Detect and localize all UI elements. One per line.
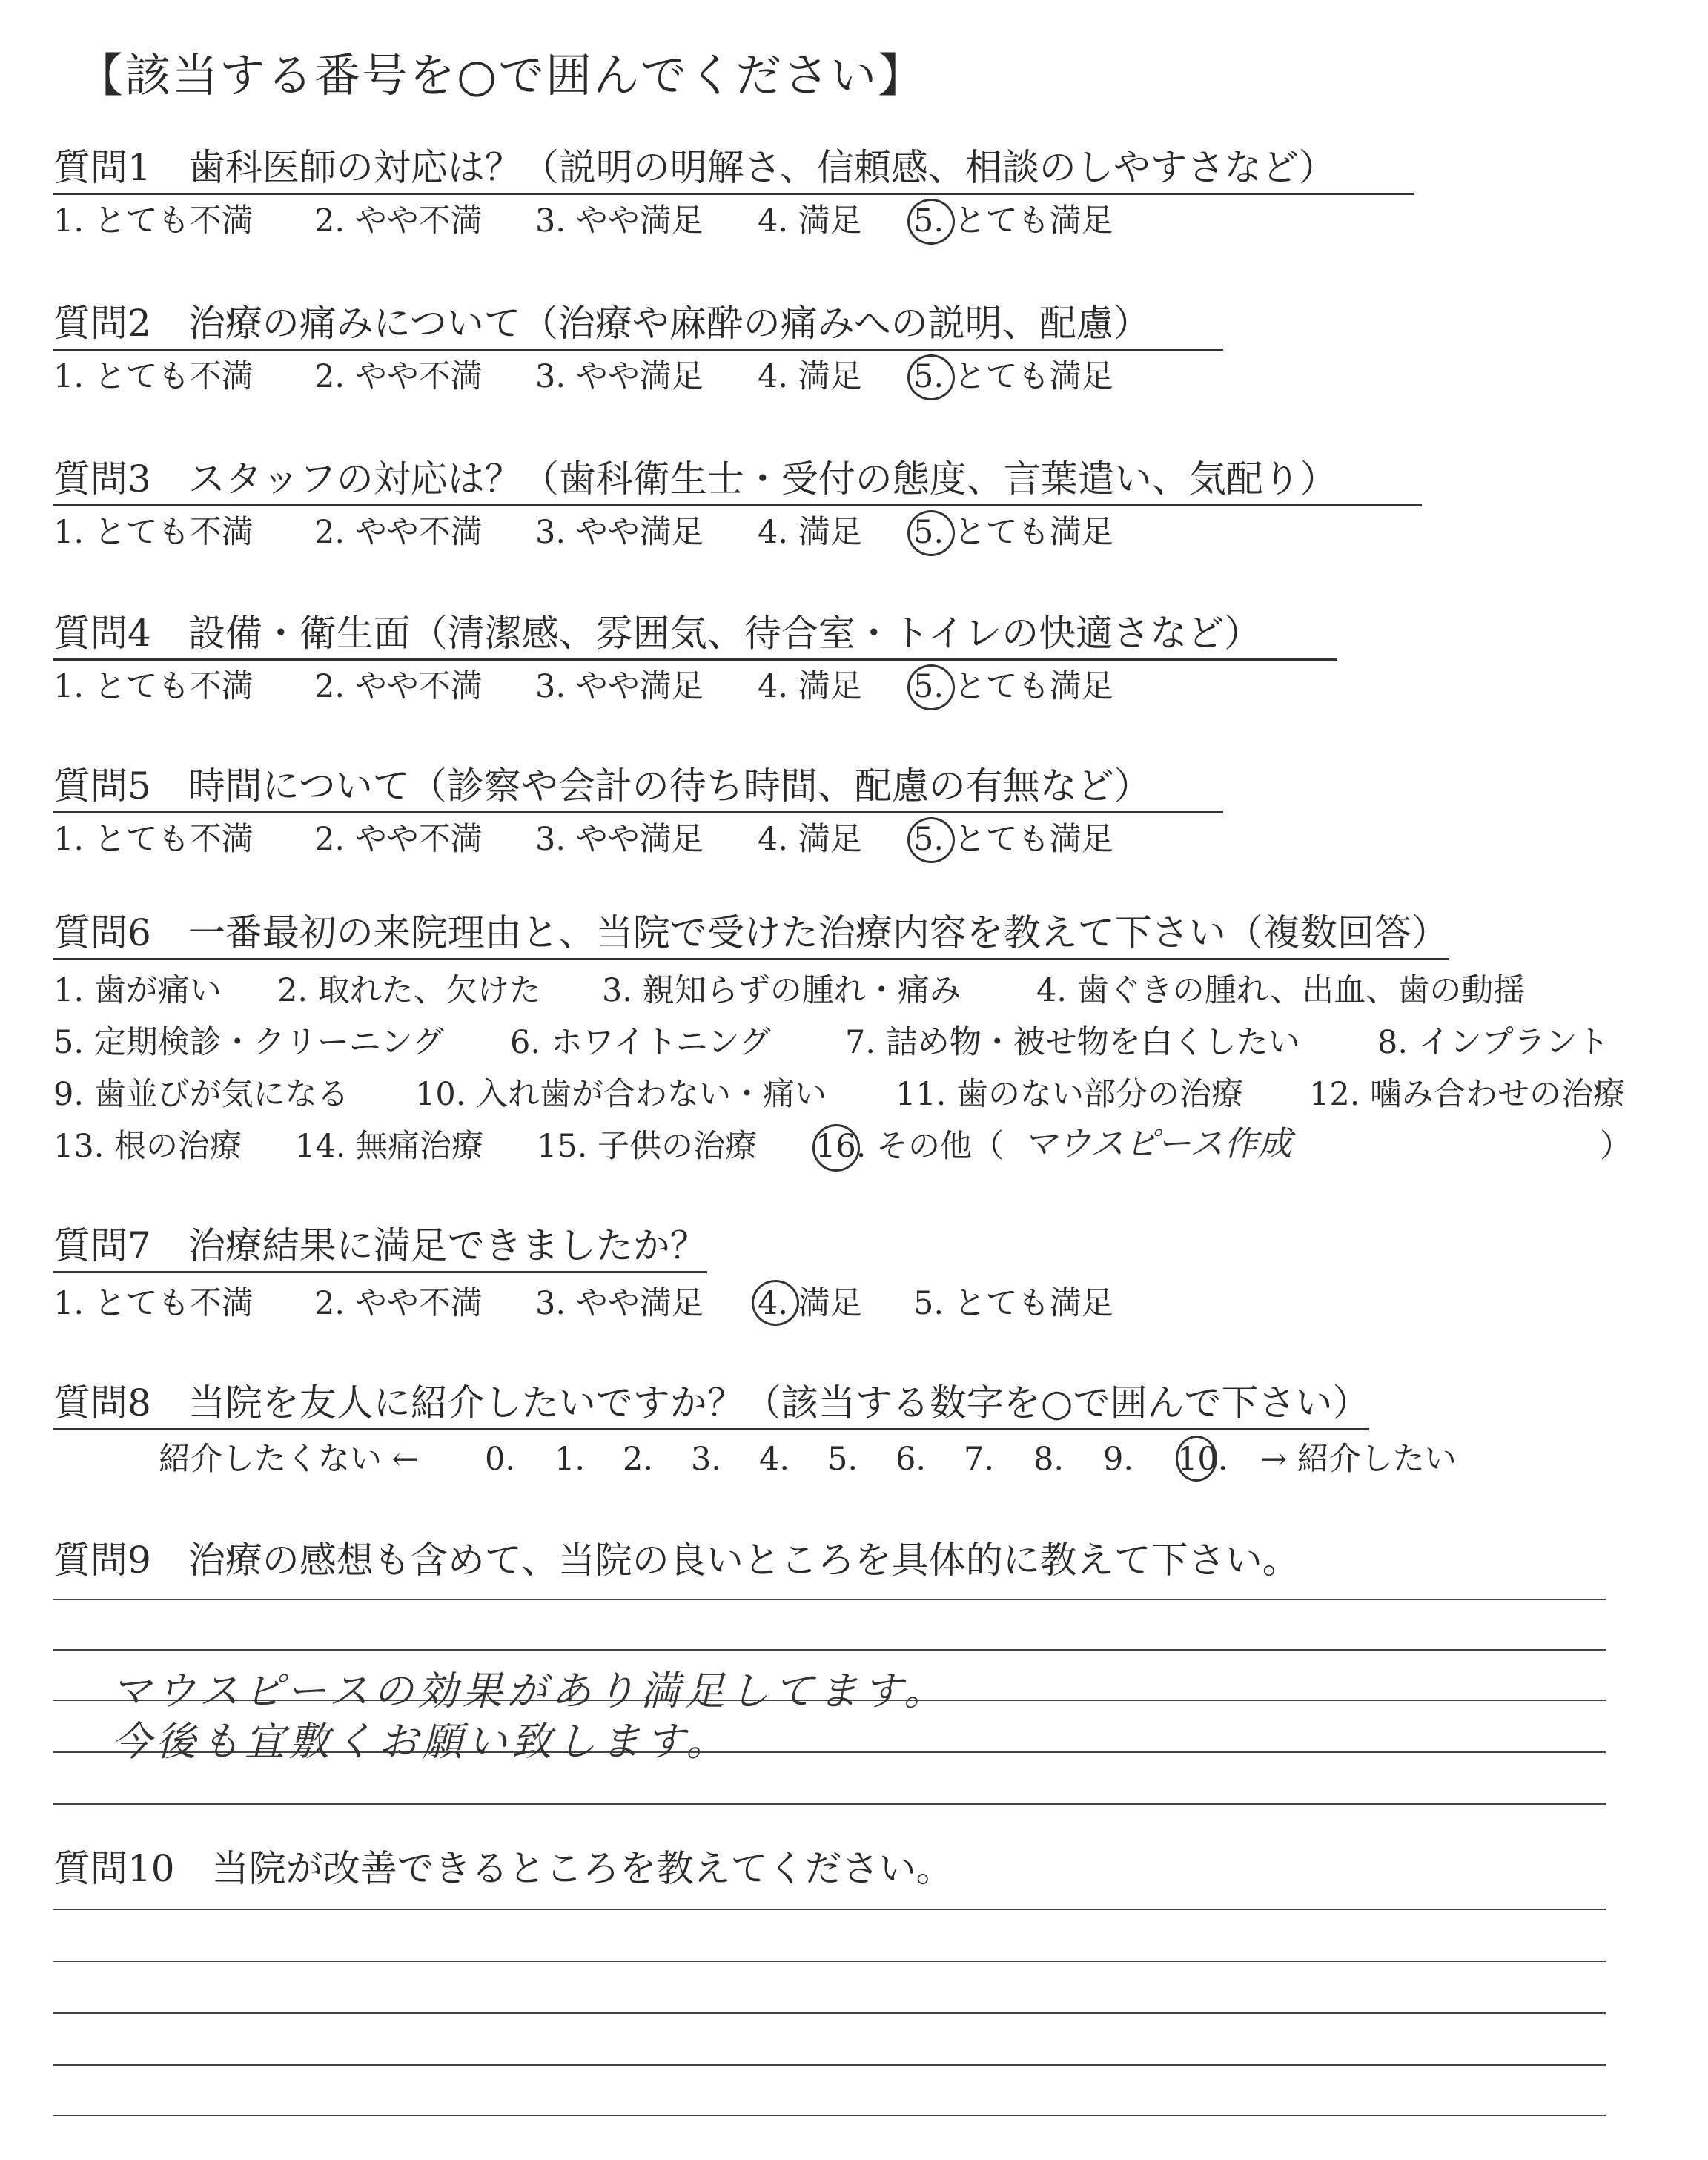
answer-line <box>53 1649 1606 1651</box>
q6-option[interactable]: 4. 歯ぐきの腫れ、出血、歯の動揺 <box>1036 972 1526 1009</box>
q8-scale-value[interactable]: 0. <box>485 1441 516 1478</box>
q7-option[interactable]: 4. 満足 <box>758 1285 862 1322</box>
q6-option[interactable]: 8. インプラント <box>1377 1024 1609 1061</box>
q8-scale-value[interactable]: 1. <box>555 1441 586 1478</box>
q2-option[interactable]: 2. やや不満 <box>314 358 483 395</box>
q7-label: 質問7 <box>53 1224 151 1267</box>
q6-label: 質問6 <box>53 911 151 954</box>
selection-circle <box>907 354 955 400</box>
q8-scale-value[interactable]: 3. <box>691 1441 722 1478</box>
answer-line <box>53 2115 1606 2116</box>
selection-circle <box>907 664 955 710</box>
q4-option[interactable]: 2. やや不満 <box>314 668 483 705</box>
q6-other-close: ） <box>1600 1128 1632 1165</box>
q6-option[interactable]: 9. 歯並びが気になる <box>53 1076 349 1113</box>
q8-scale-value[interactable]: 4. <box>759 1441 790 1478</box>
q8-scale-value[interactable]: 5. <box>827 1441 858 1478</box>
selection-circle <box>812 1124 860 1172</box>
q6-text: 一番最初の来院理由と、当院で受けた治療内容を教えて下さい（複数回答） <box>188 911 1449 954</box>
q7-option[interactable]: 3. やや満足 <box>535 1285 704 1322</box>
q7-heading <box>53 1223 707 1273</box>
q4-option[interactable]: 4. 満足 <box>758 668 862 705</box>
q3-heading <box>53 457 1422 506</box>
q5-option[interactable]: 4. 満足 <box>758 821 862 858</box>
q8-text: 当院を友人に紹介したいですか？（該当する数字を○で囲んで下さい） <box>188 1381 1370 1424</box>
answer-line <box>53 1909 1606 1910</box>
q1-option[interactable]: 3. やや満足 <box>535 202 704 240</box>
q3-option[interactable]: 2. やや不満 <box>314 514 483 551</box>
q7-option[interactable]: 1. とても不満 <box>53 1285 254 1322</box>
q2-option[interactable]: 1. とても不満 <box>53 358 254 395</box>
answer-line <box>53 1599 1606 1600</box>
q8-scale-value[interactable]: 7. <box>964 1441 995 1478</box>
q5-option[interactable]: 1. とても不満 <box>53 821 254 858</box>
q8-scale-value[interactable]: 2. <box>623 1441 654 1478</box>
q8-scale-value[interactable]: 8. <box>1033 1441 1065 1478</box>
q3-option[interactable]: 1. とても不満 <box>53 514 254 551</box>
q1-option[interactable]: 1. とても不満 <box>53 202 254 240</box>
q6-other-handwritten: マウスピース作成 <box>1023 1123 1292 1163</box>
q8-scale-value[interactable]: 6. <box>896 1441 927 1478</box>
q8-left-label: 紹介したくない ← <box>159 1441 419 1478</box>
q1-option[interactable]: 4. 満足 <box>758 202 862 240</box>
q3-option[interactable]: 4. 満足 <box>758 514 862 551</box>
q8-scale-value[interactable]: 9. <box>1103 1441 1134 1478</box>
q9-label: 質問9 <box>53 1539 151 1582</box>
q6-option[interactable]: 11. 歯のない部分の治療 <box>896 1076 1244 1113</box>
q5-option[interactable]: 3. やや満足 <box>535 821 704 858</box>
q2-option[interactable]: 4. 満足 <box>758 358 862 395</box>
q6-option[interactable]: 2. 取れた、欠けた <box>277 972 541 1009</box>
q3-option[interactable]: 5. とても満足 <box>913 514 1113 551</box>
q1-option[interactable]: 5. とても満足 <box>913 202 1113 240</box>
q4-option[interactable]: 5. とても満足 <box>913 668 1113 705</box>
q6-option[interactable]: 6. ホワイトニング <box>510 1024 771 1061</box>
q2-option[interactable]: 3. やや満足 <box>535 358 704 395</box>
selection-circle <box>1176 1436 1217 1482</box>
selection-circle <box>752 1280 799 1326</box>
q1-heading <box>53 145 1414 195</box>
answer-line <box>53 1961 1606 1962</box>
q6-option[interactable]: 15. 子供の治療 <box>537 1128 758 1165</box>
q8-heading <box>53 1381 1369 1430</box>
question-text: 治療の痛みについて（治療や麻酔の痛みへの説明、配慮） <box>188 302 1151 345</box>
question-label: 質問5 <box>53 764 151 807</box>
q9-heading <box>53 1538 1300 1582</box>
selection-circle <box>907 510 955 556</box>
q4-option[interactable]: 1. とても不満 <box>53 668 254 705</box>
q6-option[interactable]: 3. 親知らずの腫れ・痛み <box>602 972 961 1009</box>
q6-option[interactable]: 13. 根の治療 <box>53 1128 242 1165</box>
question-text: 設備・衛生面（清潔感、雰囲気、待合室・トイレの快適さなど） <box>188 612 1262 655</box>
question-label: 質問2 <box>53 302 151 345</box>
answer-line <box>53 2064 1606 2066</box>
q2-option[interactable]: 5. とても満足 <box>913 358 1113 395</box>
q3-option[interactable]: 3. やや満足 <box>535 514 704 551</box>
q2-heading <box>53 301 1223 351</box>
q6-heading <box>53 911 1449 960</box>
q7-option[interactable]: 2. やや不満 <box>314 1285 483 1322</box>
q6-option[interactable]: 10. 入れ歯が合わない・痛い <box>415 1076 827 1113</box>
q9-text: 治療の感想も含めて、当院の良いところを具体的に教えて下さい。 <box>188 1539 1300 1582</box>
q10-heading <box>53 1846 953 1891</box>
q6-option[interactable]: 7. 詰め物・被せ物を白くしたい <box>845 1024 1300 1061</box>
q6-option[interactable]: 14. 無痛治療 <box>295 1128 484 1165</box>
q8-scale-value[interactable]: 10. <box>1177 1441 1228 1478</box>
question-label: 質問4 <box>53 612 151 655</box>
form-title: 【該当する番号を○で囲んでください】 <box>77 48 926 102</box>
question-label: 質問1 <box>53 146 151 189</box>
q10-text: 当院が改善できるところを教えてください。 <box>211 1847 953 1890</box>
q4-heading <box>53 611 1337 661</box>
q7-option[interactable]: 5. とても満足 <box>913 1285 1113 1322</box>
q7-text: 治療結果に満足できましたか？ <box>188 1224 707 1267</box>
q8-label: 質問8 <box>53 1381 151 1424</box>
q9-handwritten-line: マウスピースの効果があり満足してます。 <box>111 1668 949 1714</box>
question-text: 時間について（診察や会計の待ち時間、配慮の有無など） <box>188 764 1151 807</box>
q6-option[interactable]: 12. 噛み合わせの治療 <box>1309 1076 1626 1113</box>
q9-handwritten-line: 今後も宜敷くお願い致します。 <box>111 1718 731 1765</box>
q5-option[interactable]: 5. とても満足 <box>913 821 1113 858</box>
q5-heading <box>53 764 1223 813</box>
q5-option[interactable]: 2. やや不満 <box>314 821 483 858</box>
selection-circle <box>907 199 955 245</box>
q1-option[interactable]: 2. やや不満 <box>314 202 483 240</box>
question-text: 歯科医師の対応は？（説明の明解さ、信頼感、相談のしやすさなど） <box>188 146 1336 189</box>
question-label: 質問3 <box>53 458 151 501</box>
q10-label: 質問10 <box>53 1847 175 1890</box>
question-text: スタッフの対応は？（歯科衛生士・受付の態度、言葉遣い、気配り） <box>188 458 1337 501</box>
q6-option[interactable]: 1. 歯が痛い <box>53 972 222 1009</box>
q8-right-label: → 紹介したい <box>1260 1441 1457 1478</box>
q6-option[interactable]: 5. 定期検診・クリーニング <box>53 1024 444 1061</box>
selection-circle <box>907 817 955 863</box>
q6-option-other[interactable]: 16. その他（ <box>815 1128 1004 1165</box>
q4-option[interactable]: 3. やや満足 <box>535 668 704 705</box>
answer-line <box>53 1803 1606 1805</box>
answer-line <box>53 2012 1606 2014</box>
